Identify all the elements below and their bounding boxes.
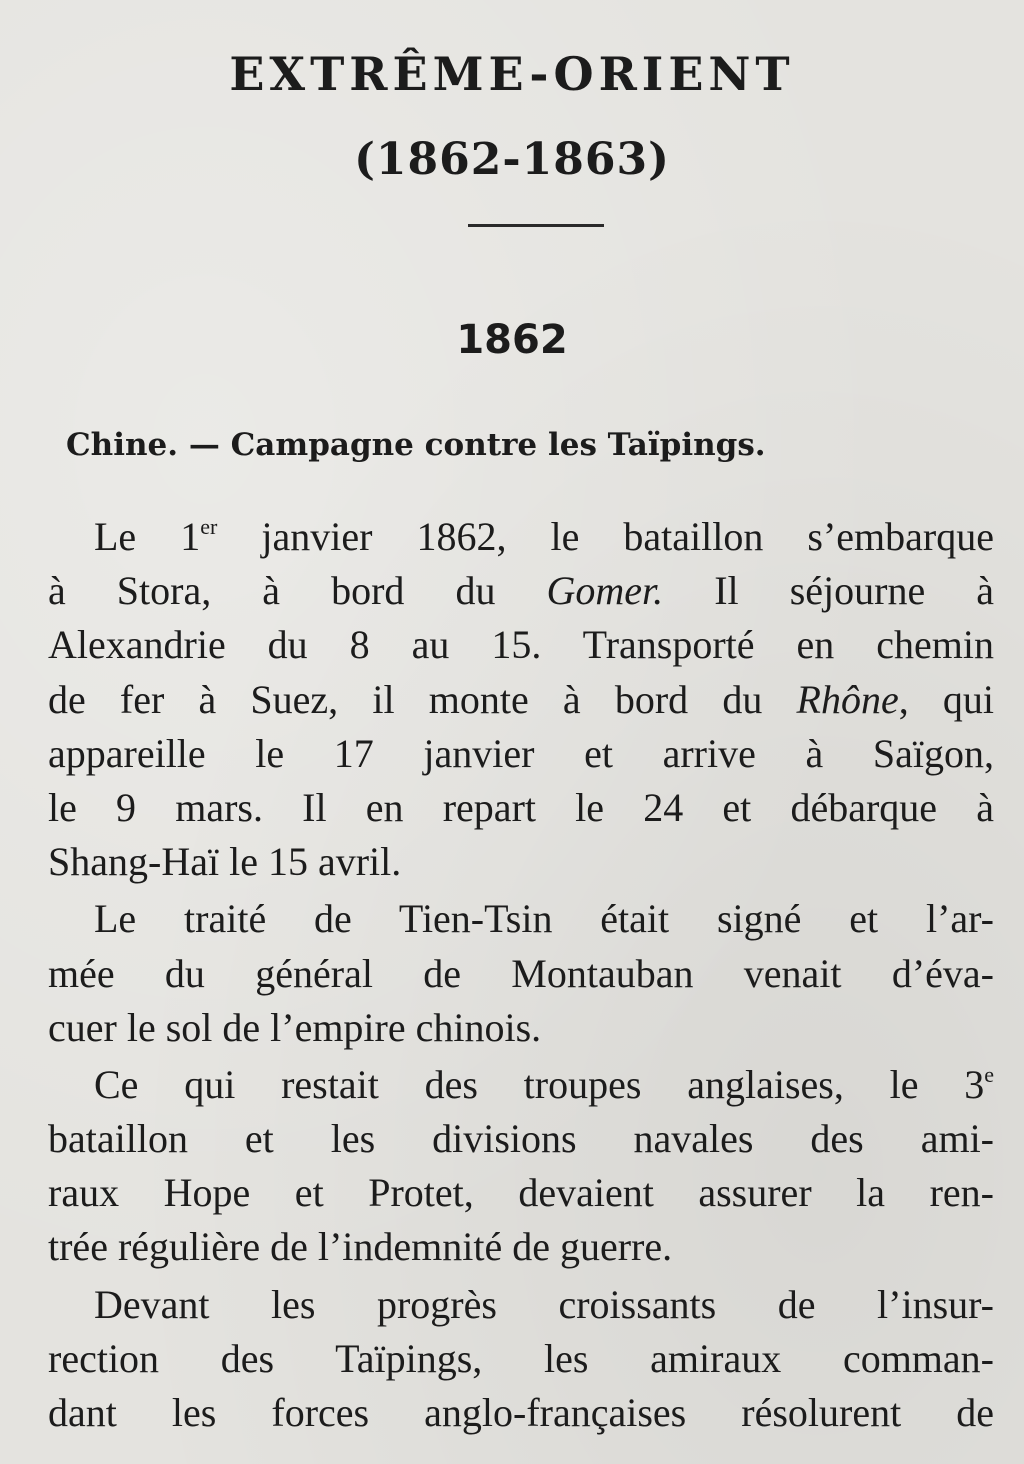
text-line: cuer le sol de l’empire chinois.: [48, 1004, 542, 1050]
text-line: de fer à Suez, il monte à bord du Rhône, qui: [48, 676, 994, 722]
section-heading: Chine. — Campagne contre les Taïpings.: [66, 427, 766, 463]
title-rule: [468, 224, 604, 227]
text-line: Alexandrie du 8 au 15. Transporté en chemin: [48, 622, 994, 668]
page-years: (1862-1863): [354, 134, 670, 185]
page-title: EXTRÊME-ORIENT: [229, 47, 795, 101]
text-line: Devant les progrès croissants de l’insur-: [94, 1281, 994, 1327]
text-line: Le traité de Tien-Tsin était signé et l’ar-: [94, 896, 994, 942]
text-line: Le 1er janvier 1862, le bataillon s’embarque: [94, 514, 995, 559]
text-line: rection des Taïpings, les amiraux comman-: [48, 1335, 994, 1381]
text-line: bataillon et les divisions navales des ami-: [48, 1116, 994, 1162]
text-line: à Stora, à bord du Gomer. Il séjourne à: [48, 568, 995, 614]
year-heading: 1862: [456, 317, 568, 363]
text-line: mée du général de Montauban venait d’éva-: [48, 950, 994, 996]
text-line: le 9 mars. Il en repart le 24 et débarque à: [48, 784, 994, 830]
text-line: Shang-Haï le 15 avril.: [48, 839, 402, 885]
text-line: raux Hope et Protet, devaient assurer la ren-: [48, 1170, 994, 1216]
text-line: trée régulière de l’indemnité de guerre.: [48, 1224, 673, 1270]
text-line: Ce qui restait des troupes anglaises, le 3e: [94, 1061, 994, 1107]
text-line: dant les forces anglo-françaises résolurent de: [48, 1390, 994, 1435]
text-line: appareille le 17 janvier et arrive à Saïgon,: [48, 730, 994, 776]
body-text: [48, 510, 994, 1440]
